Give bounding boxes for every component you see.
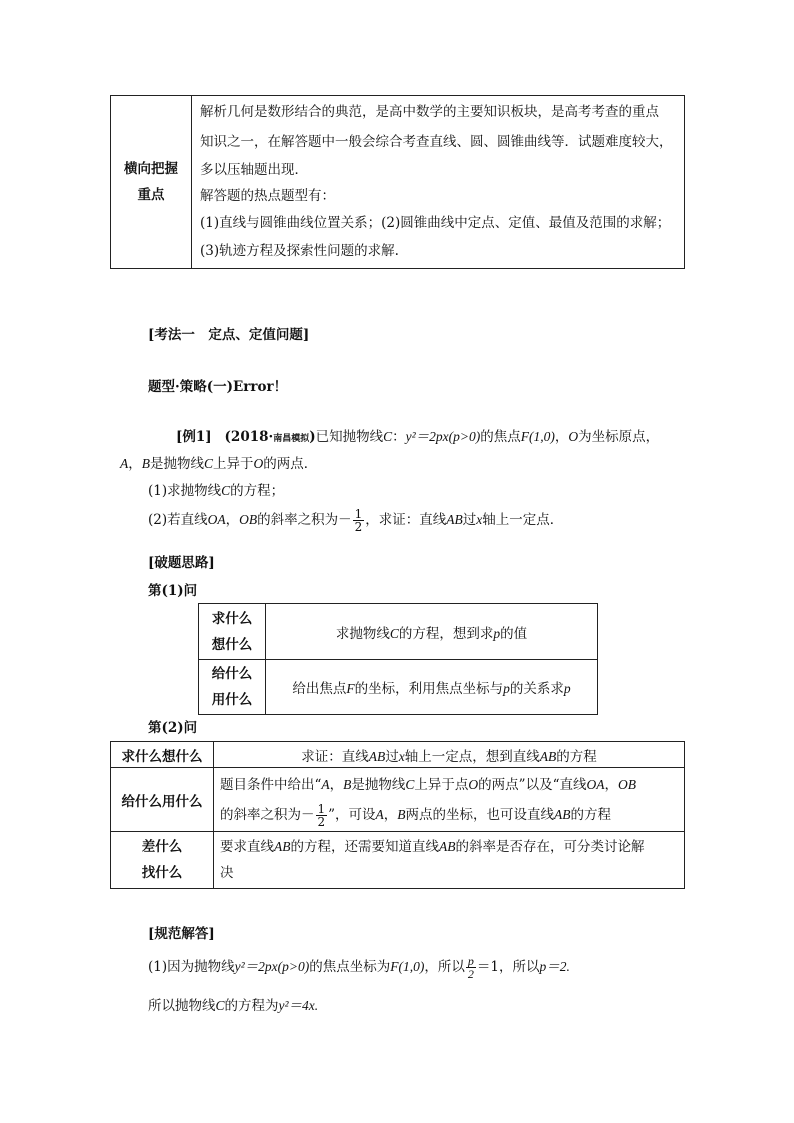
hint-label: [破题思路]: [148, 555, 215, 571]
part1-table: [198, 603, 598, 715]
overview-line: 解答题的热点题型有：: [200, 188, 335, 204]
solution-line-1: (1)因为抛物线y²＝2px(p>0)的焦点坐标为F(1,0)，所以 $\frac{p}{2}$ ＝1，所以p＝2.: [148, 954, 570, 981]
example-line-1: [例1] (2018·南昌模拟)已知抛物线C：y²＝2px(p>0)的焦点F(1,0)，O为坐标原点，: [176, 429, 660, 445]
fraction: $\frac{1}{2}$: [317, 801, 326, 829]
part1-content-cell: 给出焦点F的坐标，利用焦点坐标与p的关系求p: [266, 660, 598, 715]
overview-line: 多以压轴题出现．: [200, 162, 308, 178]
overview-line: (3)轨迹方程及探索性问题的求解.: [200, 243, 399, 259]
part2-content-cell: 题目条件中给出“A，B是抛物线C上异于点O的两点”以及“直线OA，OB 的斜率之积为－ $\frac{1}{2}$ ”，可设A，B两点的坐标，也可设直线AB的方程: [214, 768, 685, 832]
overview-label-1: 横向把握: [124, 161, 178, 177]
part1-content-cell: 求抛物线C的方程，想到求p的值: [266, 604, 598, 660]
part1-label: 第(1)问: [148, 583, 198, 599]
fraction: $\frac{1}{2}$: [354, 507, 363, 534]
overview-line: 知识之一，在解答题中一般会综合考查直线、圆、圆锥曲线等．试题难度较大，: [200, 133, 673, 150]
solution-line-2: 所以抛物线C的方程为y²＝4x.: [148, 998, 319, 1014]
question-1: (1)求抛物线C的方程；: [148, 483, 285, 499]
section-title: [考法一 定点、定值问题]: [148, 327, 310, 343]
part2-table: [110, 741, 685, 889]
fraction: $\frac{p}{2}$: [467, 954, 474, 981]
part2-label-cell: 给什么用什么: [111, 768, 214, 832]
part2-content-cell: 求证：直线AB过x轴上一定点，想到直线AB的方程: [214, 742, 685, 768]
overview-content-cell: [192, 96, 685, 269]
solution-label: [规范解答]: [148, 926, 215, 942]
overview-table: [110, 95, 685, 269]
part1-label-cell: 给什么 用什么: [199, 660, 266, 715]
strategy-label: 题型·策略(一)Error！: [148, 379, 288, 395]
part2-content-cell: 要求直线AB的方程，还需要知道直线AB的斜率是否存在，可分类讨论解 决: [214, 832, 685, 889]
overview-line: 解析几何是数形结合的典范，是高中数学的主要知识板块，是高考考查的重点: [200, 104, 659, 120]
overview-line: (1)直线与圆锥曲线位置关系；(2)圆锥曲线中定点、定值、最值及范围的求解；: [200, 215, 671, 231]
example-line-2: A，B是抛物线C上异于O的两点．: [120, 456, 318, 472]
part2-label-cell: 差什么 找什么: [111, 832, 214, 889]
part2-label-cell: 求什么想什么: [111, 742, 214, 768]
overview-label-cell: [111, 96, 192, 269]
question-2: (2)若直线OA，OB的斜率之积为－ $\frac{1}{2}$ ，求证：直线AB过x轴上一定点．: [148, 507, 564, 534]
part1-label-cell: 求什么 想什么: [199, 604, 266, 660]
overview-label-2: 重点: [137, 187, 165, 203]
example-tag: [例1]: [176, 429, 212, 445]
part2-label: 第(2)问: [148, 720, 198, 736]
